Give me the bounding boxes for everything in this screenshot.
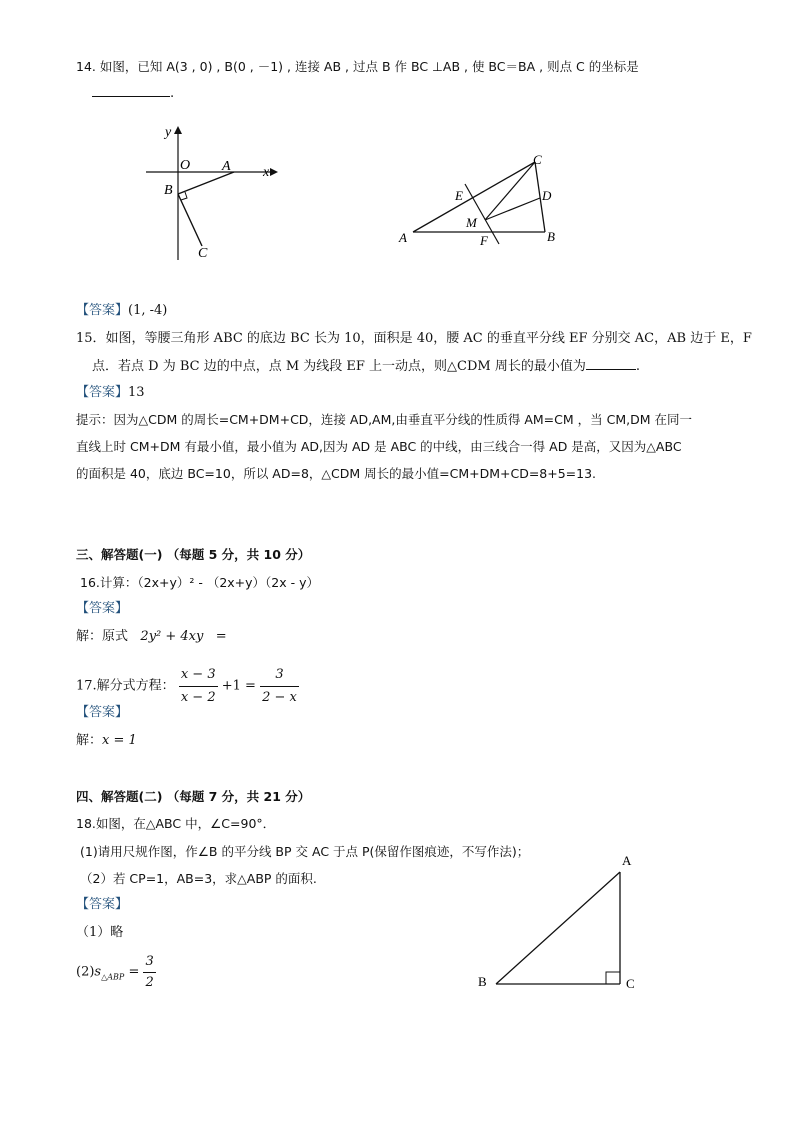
q15-label-E: E: [455, 188, 463, 203]
q18-label-A: A: [622, 853, 632, 868]
q16-text: 16.计算：（2x+y）² - （2x+y）（2x - y）: [80, 575, 319, 590]
q18-text: 18.如图，在△ABC 中，∠C=90°．: [76, 816, 276, 831]
q14-label-O: O: [180, 158, 191, 173]
q14-label-A: A: [222, 159, 231, 174]
q15-label-B: B: [547, 229, 555, 244]
q14-label-y: y: [165, 125, 172, 140]
q14-label-C: C: [198, 246, 208, 261]
q18-part1: (1)请用尺规作图，作∠B 的平分线 BP 交 AC 于点 P(保留作图痕迹，不写作法)；: [80, 844, 530, 859]
q18-part2: （2）若 CP=1，AB=3，求△ABP 的面积.: [80, 871, 317, 886]
q15-label-F: F: [480, 233, 488, 248]
q14-answer: 【答案】(1, -4): [76, 303, 168, 318]
q15-answer: 【答案】13: [76, 385, 145, 400]
q14-text: 14. 如图，已知 A(3 , 0) , B(0 , －1) , 连接 AB , 过点 B 作 BC ⊥AB , 使 BC＝BA , 则点 C 的坐标是: [76, 59, 639, 74]
q14-label-B: B: [164, 183, 173, 198]
q14-figure: [140, 120, 280, 265]
q15-label-C: C: [533, 152, 542, 167]
q15-label-M: M: [466, 215, 477, 230]
q18-answer1: （1）略: [76, 925, 124, 940]
q15-hint-line3: 的面积是 40，底边 BC=10，所以 AD=8，△CDM 周长的最小值=CM+DM+CD=8+5=13.: [76, 466, 597, 481]
q17-solution: 解：x = 1: [76, 733, 137, 748]
q16-answer-label: 【答案】: [76, 601, 129, 616]
q15-line2: 点．若点 D 为 BC 边的中点，点 M 为线段 EF 上一动点，则△CDM 周长的最小值为 .: [92, 359, 640, 374]
q18-figure: [470, 850, 640, 995]
q15-figure: [395, 148, 565, 253]
q16-solution: 解：原式 2y² + 4xy =: [76, 629, 227, 644]
q15-line1: 15．如图，等腰三角形 ABC 的底边 BC 长为 10，面积是 40，腰 AC 的垂直平分线 EF 分别交 AC，AB 边于 E，F: [76, 331, 752, 346]
q14-label-x: x: [263, 165, 270, 180]
q17-answer-label: 【答案】: [76, 705, 129, 720]
q18-answer-label: 【答案】: [76, 897, 129, 912]
q18-label-C: C: [626, 976, 635, 991]
q17-equation: 17.解分式方程： $\frac{x - 3}{x - 2}$ +1 = $\frac{3}{2 - x}$: [76, 664, 299, 709]
q15-hint-line2: 直线上时 CM+DM 有最小值，最小值为 AD,因为 AD 是 ABC 的中线，由三线合一得 AD 是高，又因为△ABC: [76, 439, 682, 454]
q18-answer2: $(2)s_{\triangle ABP}$ = $\frac{3}{2}$: [76, 954, 154, 990]
q18-label-B: B: [478, 974, 487, 989]
section3-heading: 三、解答题(一) （每题 5 分，共 10 分）: [76, 547, 311, 562]
section4-heading: 四、解答题(二) （每题 7 分，共 21 分）: [76, 789, 311, 804]
q15-hint-line1: 提示：因为△CDM 的周长=CM+DM+CD，连接 AD,AM,由垂直平分线的性质得 AM=CM ，当 CM,DM 在同一: [76, 412, 692, 427]
q14-blank: .: [92, 84, 174, 103]
q15-label-D: D: [542, 188, 552, 203]
q15-label-A: A: [399, 230, 407, 245]
